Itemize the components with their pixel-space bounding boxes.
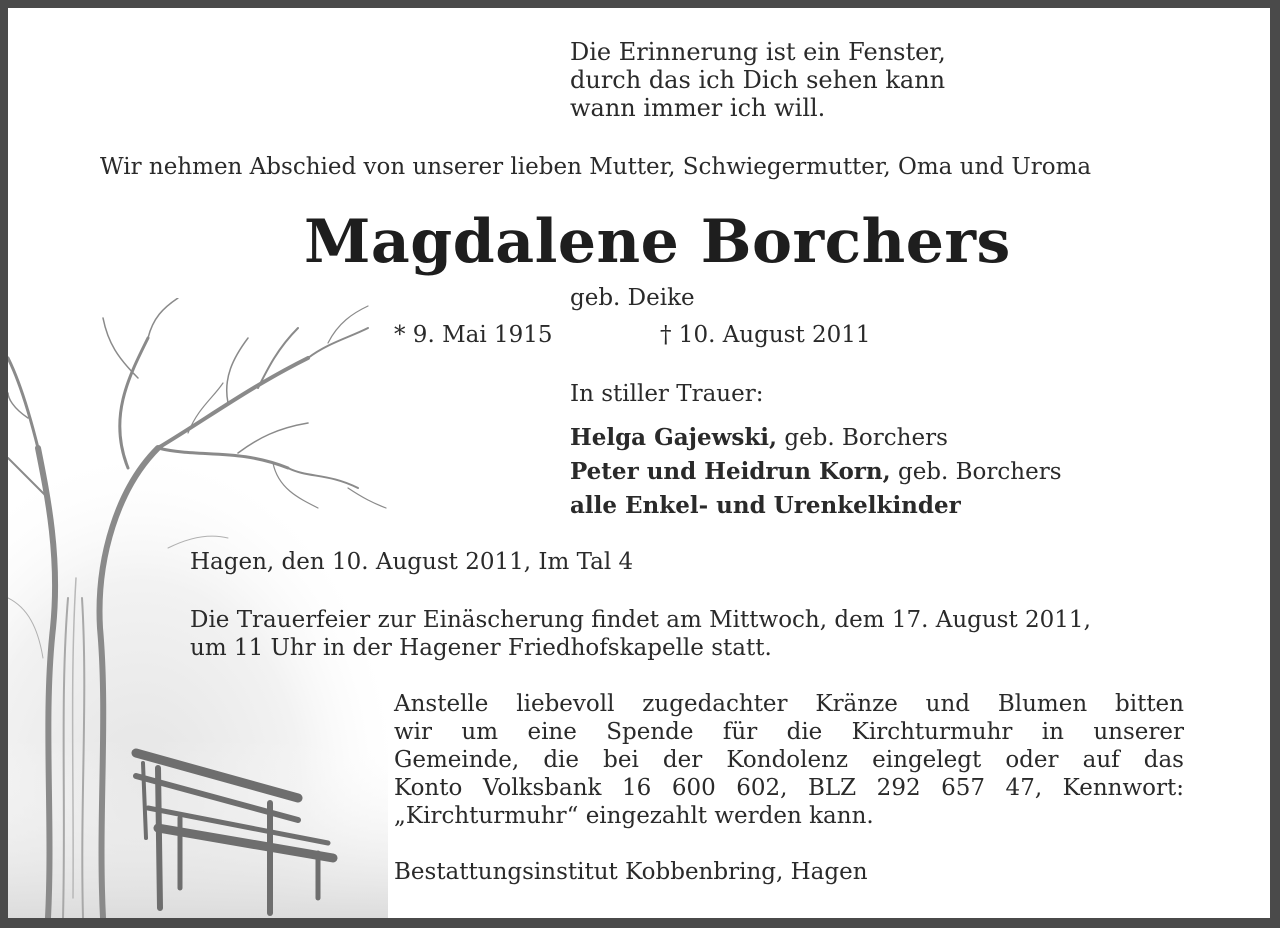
birth-date: * 9. Mai 1915 [394,322,553,348]
donation-line: „Kirchturmuhr“ eingezahlt werden kann. [394,803,874,829]
donation-request [394,690,1184,830]
mourners-list [570,421,1062,523]
deceased-name: Magdalene Borchers [304,207,1011,277]
mourner-name: alle Enkel- und Urenkelkinder [570,492,961,519]
mourner-entry [570,489,1062,523]
mourner-entry [570,421,1062,455]
donation-line: Anstelle liebevoll zugedachter Kränze und Blumen bitten [394,691,1184,717]
quote-line: Die Erinnerung ist ein Fenster, [570,38,946,66]
ceremony-details [190,606,1091,662]
obituary-notice [8,8,1270,918]
birth-name: geb. Deike [570,285,695,311]
farewell-intro: Wir nehmen Abschied von unserer lieben Mutter, Schwiegermutter, Oma und Uroma [100,154,1092,180]
donation-line: wir um eine Spende für die Kirchturmuhr in unserer [394,719,1184,745]
mourner-entry [570,455,1062,489]
donation-line: Gemeinde, die bei der Kondolenz eingelegt oder auf das [394,747,1184,773]
mourner-birth-name: geb. Borchers [777,425,948,451]
mourner-name: Helga Gajewski, [570,424,778,451]
donation-line: Konto Volksbank 16 600 602, BLZ 292 657 47, Kennwort: [394,775,1184,801]
death-date: † 10. August 2011 [660,322,871,348]
quote-line: wann immer ich will. [570,94,826,122]
funeral-home: Bestattungsinstitut Kobbenbring, Hagen [394,859,868,885]
mourner-birth-name: geb. Borchers [890,459,1062,485]
mourner-name: Peter und Heidrun Korn, [570,458,891,485]
place-and-date: Hagen, den 10. August 2011, Im Tal 4 [190,549,634,575]
quote-line: durch das ich Dich sehen kann [570,66,946,94]
ceremony-line: Die Trauerfeier zur Einäscherung findet am Mittwoch, dem 17. August 2011, [190,607,1091,633]
ceremony-line: um 11 Uhr in der Hagener Friedhofskapelle statt. [190,635,772,661]
memorial-quote [570,38,946,122]
mourning-heading: In stiller Trauer: [570,381,764,407]
